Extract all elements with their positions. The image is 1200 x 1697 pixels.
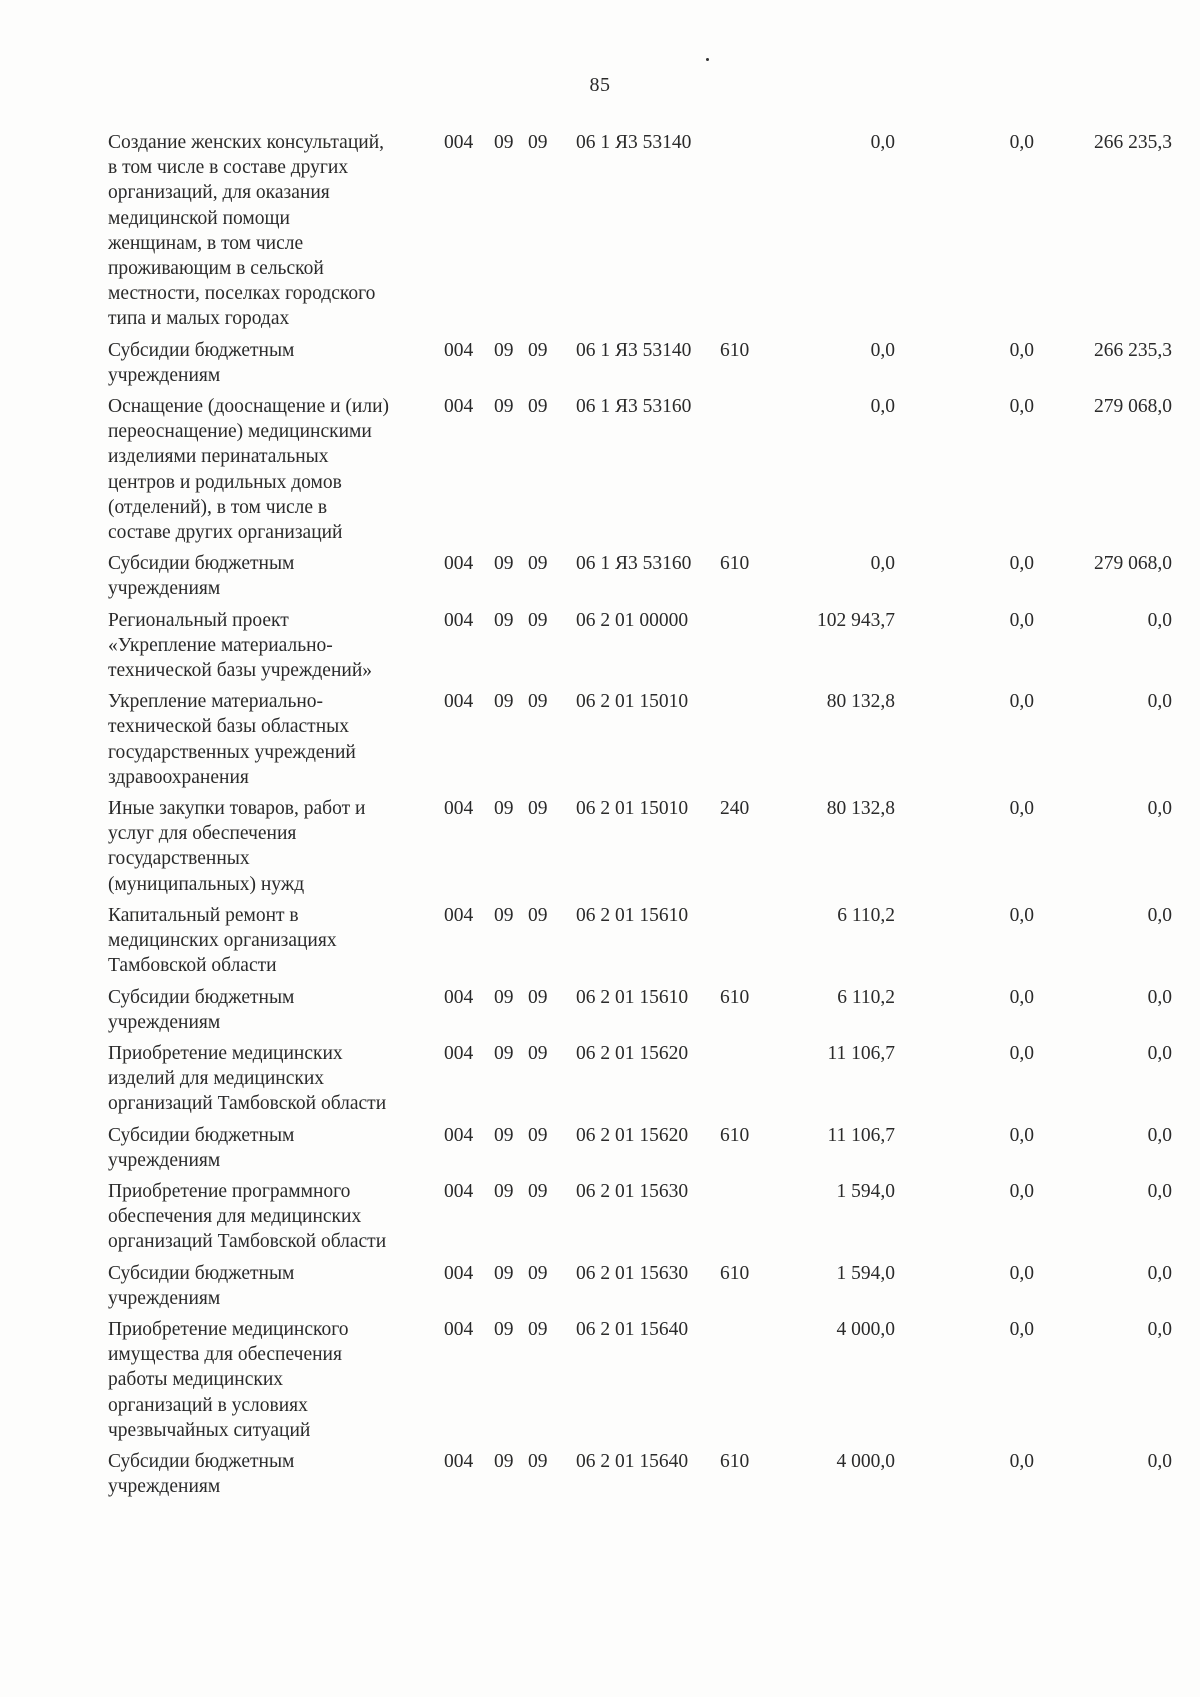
target-item-code: 06 2 01 15640: [576, 1450, 689, 1472]
subsection-code: 09: [528, 1318, 548, 1340]
row-name-line: учреждениям: [108, 1149, 221, 1171]
target-item-code: 06 1 Я3 53140: [576, 132, 692, 153]
section-code: 09: [494, 396, 514, 418]
row-name: [108, 903, 438, 979]
amount-year-3: 0,0: [1147, 691, 1172, 713]
amount-year-2: 0,0: [1009, 609, 1034, 631]
subsection-code: 09: [528, 396, 548, 418]
amount-year-1: 80 132,8: [826, 691, 895, 713]
row-name: [108, 1261, 438, 1311]
table-row: [0, 1179, 1200, 1255]
grbs-code: 004: [444, 1262, 474, 1284]
subsection-code: 09: [528, 691, 548, 713]
section-code: 09: [494, 1450, 514, 1472]
amount-year-1: 1 594,0: [836, 1262, 895, 1284]
target-item-code: 06 2 01 15640: [576, 1318, 689, 1340]
subsection-code: 09: [528, 132, 548, 153]
section-code: 09: [494, 1124, 514, 1146]
target-item-code: 06 1 Я3 53140: [576, 339, 692, 361]
row-name-line: технической базы учреждений»: [108, 660, 373, 682]
table-row: [0, 130, 1200, 332]
amount-year-1: 0,0: [870, 553, 895, 575]
row-name: [108, 608, 438, 684]
target-item-code: 06 2 01 00000: [576, 609, 689, 631]
subsection-code: 09: [528, 1124, 548, 1146]
amount-year-2: 0,0: [1009, 553, 1034, 575]
subsection-code: 09: [528, 1450, 548, 1472]
row-name: [108, 796, 438, 897]
target-item-code: 06 2 01 15630: [576, 1180, 689, 1202]
row-name-line: Приобретение медицинского: [108, 1318, 349, 1340]
amount-year-3: 0,0: [1147, 798, 1172, 820]
row-name-line: Оснащение (дооснащение и (или): [108, 396, 390, 418]
section-code: 09: [494, 798, 514, 820]
amount-year-1: 0,0: [870, 339, 895, 361]
expense-type-code: 610: [720, 339, 750, 361]
amount-year-3: 0,0: [1147, 1042, 1172, 1064]
grbs-code: 004: [444, 553, 474, 575]
subsection-code: 09: [528, 1042, 548, 1064]
section-code: 09: [494, 609, 514, 631]
row-name-line: учреждениям: [108, 364, 221, 386]
table-row: [0, 1449, 1200, 1499]
row-name-line: обеспечения для медицинских: [108, 1206, 362, 1228]
amount-year-2: 0,0: [1009, 904, 1034, 926]
amount-year-3: 0,0: [1147, 986, 1172, 1008]
row-name-line: имущества для обеспечения: [108, 1344, 342, 1366]
table-row: [0, 551, 1200, 601]
expense-type-code: 610: [720, 1450, 750, 1472]
row-name-line: здравоохранения: [108, 766, 249, 788]
row-name-line: изделиями перинатальных: [108, 446, 329, 468]
target-item-code: 06 2 01 15620: [576, 1124, 689, 1146]
grbs-code: 004: [444, 132, 474, 153]
section-code: 09: [494, 553, 514, 575]
row-name-line: учреждениям: [108, 1011, 221, 1033]
grbs-code: 004: [444, 904, 474, 926]
row-name-line: организаций Тамбовской области: [108, 1093, 387, 1115]
amount-year-2: 0,0: [1009, 1042, 1034, 1064]
amount-year-2: 0,0: [1009, 132, 1034, 153]
row-name-line: Субсидии бюджетным: [108, 986, 295, 1008]
table-row: [0, 608, 1200, 684]
row-name-line: работы медицинских: [108, 1369, 284, 1391]
row-name-line: технической базы областных: [108, 716, 349, 738]
section-code: 09: [494, 904, 514, 926]
row-name-line: организаций, для оказания: [108, 182, 330, 204]
scan-speck: [706, 58, 709, 61]
amount-year-1: 11 106,7: [827, 1124, 895, 1146]
section-code: 09: [494, 132, 514, 153]
subsection-code: 09: [528, 609, 548, 631]
amount-year-1: 1 594,0: [836, 1180, 895, 1202]
amount-year-2: 0,0: [1009, 1450, 1034, 1472]
row-name-line: Иные закупки товаров, работ и: [108, 798, 366, 820]
row-name-line: «Укрепление материально-: [108, 634, 333, 656]
amount-year-1: 4 000,0: [836, 1318, 895, 1340]
row-name: [108, 1449, 438, 1499]
amount-year-1: 6 110,2: [837, 986, 895, 1008]
table-row: [0, 338, 1200, 388]
row-name-line: женщинам, в том числе: [108, 232, 304, 254]
expense-type-code: 610: [720, 986, 750, 1008]
row-name-line: изделий для медицинских: [108, 1068, 325, 1090]
table-row: [0, 985, 1200, 1035]
grbs-code: 004: [444, 1180, 474, 1202]
row-name-line: типа и малых городах: [108, 308, 290, 330]
section-code: 09: [494, 1180, 514, 1202]
row-name-line: местности, поселках городского: [108, 283, 376, 305]
row-name-line: Субсидии бюджетным: [108, 553, 295, 575]
amount-year-3: 279 068,0: [1094, 396, 1172, 418]
amount-year-3: 0,0: [1147, 1262, 1172, 1284]
grbs-code: 004: [444, 609, 474, 631]
row-name-line: составе других организаций: [108, 522, 343, 544]
amount-year-3: 279 068,0: [1094, 553, 1172, 575]
budget-table: [0, 130, 1200, 1505]
amount-year-2: 0,0: [1009, 798, 1034, 820]
section-code: 09: [494, 339, 514, 361]
row-name-line: Создание женских консультаций,: [108, 132, 385, 153]
amount-year-1: 4 000,0: [836, 1450, 895, 1472]
grbs-code: 004: [444, 986, 474, 1008]
row-name-line: переоснащение) медицинскими: [108, 421, 372, 443]
table-row: [0, 1041, 1200, 1117]
subsection-code: 09: [528, 1180, 548, 1202]
row-name-line: Тамбовской области: [108, 955, 277, 977]
grbs-code: 004: [444, 691, 474, 713]
row-name-line: медицинской помощи: [108, 207, 290, 229]
row-name: [108, 1317, 438, 1443]
row-name-line: Субсидии бюджетным: [108, 1262, 295, 1284]
row-name-line: в том числе в составе других: [108, 157, 349, 179]
expense-type-code: 610: [720, 1262, 750, 1284]
row-name-line: учреждениям: [108, 578, 221, 600]
amount-year-2: 0,0: [1009, 1318, 1034, 1340]
row-name-line: Региональный проект: [108, 609, 289, 631]
grbs-code: 004: [444, 1124, 474, 1146]
page-number: 85: [589, 74, 611, 96]
amount-year-2: 0,0: [1009, 1124, 1034, 1146]
amount-year-3: 266 235,3: [1094, 132, 1172, 153]
row-name-line: учреждениям: [108, 1476, 221, 1498]
grbs-code: 004: [444, 1042, 474, 1064]
row-name-line: Субсидии бюджетным: [108, 339, 295, 361]
target-item-code: 06 1 Я3 53160: [576, 553, 692, 575]
row-name: [108, 394, 438, 545]
amount-year-1: 11 106,7: [827, 1042, 895, 1064]
subsection-code: 09: [528, 798, 548, 820]
amount-year-2: 0,0: [1009, 1262, 1034, 1284]
amount-year-3: 0,0: [1147, 1180, 1172, 1202]
table-row: [0, 1123, 1200, 1173]
amount-year-1: 102 943,7: [817, 609, 895, 631]
expense-type-code: 240: [720, 798, 750, 820]
amount-year-2: 0,0: [1009, 986, 1034, 1008]
section-code: 09: [494, 986, 514, 1008]
target-item-code: 06 2 01 15610: [576, 986, 689, 1008]
expense-type-code: 610: [720, 553, 750, 575]
target-item-code: 06 2 01 15620: [576, 1042, 689, 1064]
row-name-line: организаций в условиях: [108, 1394, 308, 1416]
row-name-line: Укрепление материально-: [108, 691, 324, 713]
subsection-code: 09: [528, 904, 548, 926]
row-name-line: чрезвычайных ситуаций: [108, 1419, 311, 1441]
amount-year-3: 0,0: [1147, 1318, 1172, 1340]
row-name-line: Приобретение программного: [108, 1180, 351, 1202]
grbs-code: 004: [444, 339, 474, 361]
subsection-code: 09: [528, 339, 548, 361]
target-item-code: 06 2 01 15630: [576, 1262, 689, 1284]
row-name-line: Приобретение медицинских: [108, 1042, 343, 1064]
amount-year-2: 0,0: [1009, 396, 1034, 418]
row-name-line: медицинских организациях: [108, 930, 337, 952]
row-name-line: организаций Тамбовской области: [108, 1231, 387, 1253]
section-code: 09: [494, 691, 514, 713]
table-row: [0, 796, 1200, 897]
row-name: [108, 338, 438, 388]
subsection-code: 09: [528, 1262, 548, 1284]
grbs-code: 004: [444, 396, 474, 418]
row-name: [108, 551, 438, 601]
section-code: 09: [494, 1262, 514, 1284]
table-row: [0, 394, 1200, 545]
amount-year-2: 0,0: [1009, 1180, 1034, 1202]
amount-year-1: 6 110,2: [837, 904, 895, 926]
row-name: [108, 130, 438, 332]
row-name-line: государственных учреждений: [108, 741, 356, 763]
section-code: 09: [494, 1318, 514, 1340]
row-name-line: государственных: [108, 848, 250, 870]
amount-year-3: 0,0: [1147, 1450, 1172, 1472]
row-name-line: (отделений), в том числе в: [108, 496, 328, 518]
amount-year-3: 0,0: [1147, 609, 1172, 631]
table-row: [0, 903, 1200, 979]
section-code: 09: [494, 1042, 514, 1064]
table-row: [0, 1261, 1200, 1311]
target-item-code: 06 2 01 15010: [576, 691, 689, 713]
row-name: [108, 1179, 438, 1255]
row-name-line: центров и родильных домов: [108, 471, 342, 493]
subsection-code: 09: [528, 553, 548, 575]
grbs-code: 004: [444, 1318, 474, 1340]
table-row: [0, 1317, 1200, 1443]
table-row: [0, 689, 1200, 790]
target-item-code: 06 1 Я3 53160: [576, 396, 692, 418]
grbs-code: 004: [444, 798, 474, 820]
row-name: [108, 1123, 438, 1173]
row-name-line: Субсидии бюджетным: [108, 1124, 295, 1146]
subsection-code: 09: [528, 986, 548, 1008]
amount-year-3: 0,0: [1147, 1124, 1172, 1146]
row-name-line: (муниципальных) нужд: [108, 873, 305, 895]
row-name-line: Капитальный ремонт в: [108, 904, 299, 926]
row-name-line: услуг для обеспечения: [108, 823, 297, 845]
row-name-line: Субсидии бюджетным: [108, 1450, 295, 1472]
grbs-code: 004: [444, 1450, 474, 1472]
target-item-code: 06 2 01 15010: [576, 798, 689, 820]
amount-year-2: 0,0: [1009, 339, 1034, 361]
row-name: [108, 689, 438, 790]
row-name-line: учреждениям: [108, 1287, 221, 1309]
target-item-code: 06 2 01 15610: [576, 904, 689, 926]
amount-year-2: 0,0: [1009, 691, 1034, 713]
amount-year-1: 80 132,8: [826, 798, 895, 820]
expense-type-code: 610: [720, 1124, 750, 1146]
amount-year-1: 0,0: [870, 132, 895, 153]
row-name: [108, 985, 438, 1035]
amount-year-3: 266 235,3: [1094, 339, 1172, 361]
row-name: [108, 1041, 438, 1117]
amount-year-3: 0,0: [1147, 904, 1172, 926]
row-name-line: проживающим в сельской: [108, 258, 324, 280]
amount-year-1: 0,0: [870, 396, 895, 418]
